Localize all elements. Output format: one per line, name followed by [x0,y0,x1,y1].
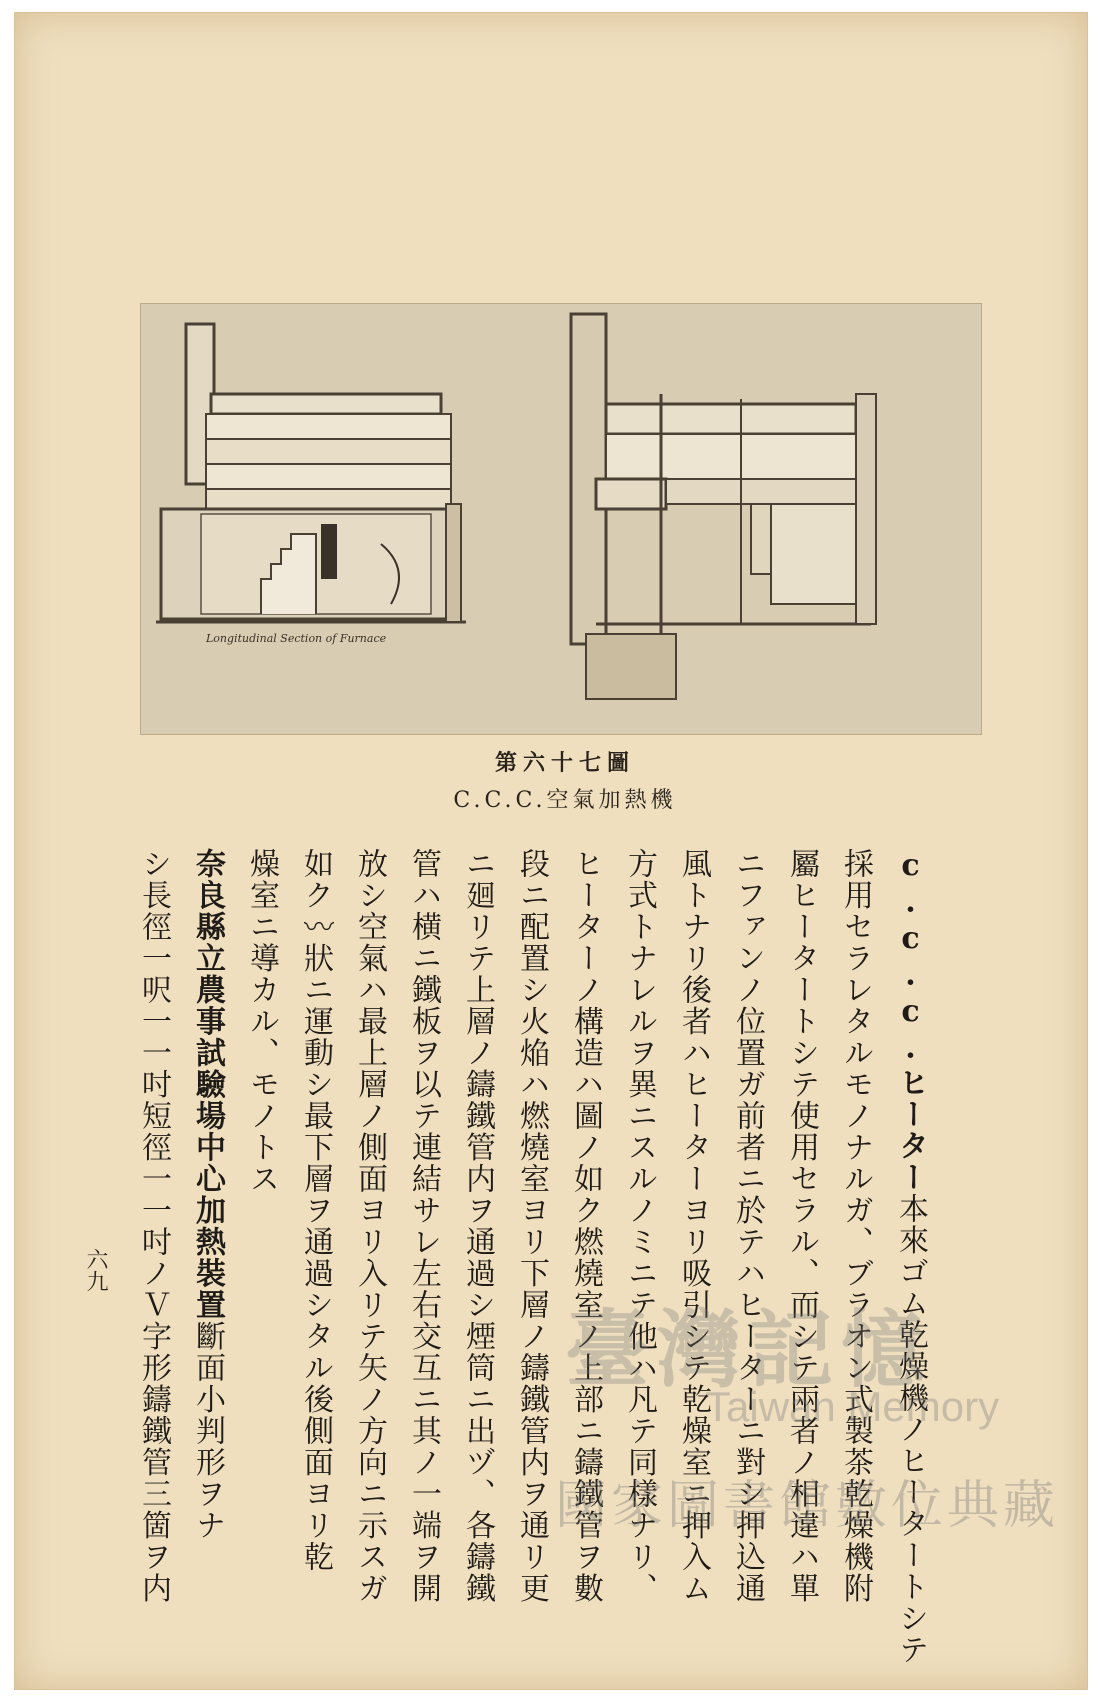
watermark-sub: 國家圖書館數位典藏 [555,1476,1060,1536]
text-column [890,848,930,1666]
text-column: シ長徑一呎一一吋短徑一一吋ノＶ字形鑄鐵管三箇ヲ内 [136,848,171,1604]
furnace-illustration [140,303,982,735]
text-column: ニファンノ位置ガ前者ニ於テハヒーターニ對シ押込通 [730,848,765,1604]
section-heading-ccc-heater: c.c.c.ヒーター [893,848,928,1193]
watermark-main: 臺灣記憶 [565,1301,934,1399]
text-column: 風トナリ後者ハヒーターヨリ吸引シテ乾燥室ニ押入ム [676,848,711,1604]
column-text: 本來ゴム乾燥機ノヒータートシテ [893,1193,928,1666]
text-column: ニ廻リテ上層ノ鑄鐵管内ヲ通過シ煙筒ニ出ヅ、各鑄鐵 [460,848,495,1604]
text-column: 放シ空氣ハ最上層ノ側面ヨリ入リテ矢ノ方向ニ示スガ [352,848,387,1604]
text-column: ヒーターノ構造ハ圖ノ如ク燃燒室ノ上部ニ鑄鐵管ヲ數 [568,848,603,1604]
section-heading-nara: 奈良縣立農事試驗場中心加熱裝置 [190,848,225,1321]
document-page [14,12,1088,1690]
figure-number: 第六十七圖 [494,750,635,776]
text-column [187,848,227,1541]
text-column: 屬ヒータートシテ使用セラル、而シテ兩者ノ相違ハ單 [784,848,819,1604]
text-column: 管ハ横ニ鐵板ヲ以テ連結サレ左右交互ニ其ノ一端ヲ開 [406,848,441,1604]
figure-inscription: Longitudinal Section of Furnace [206,632,387,645]
text-column: 段ニ配置シ火焔ハ燃燒室ヨリ下層ノ鑄鐵管内ヲ通リ更 [514,848,549,1604]
page-number: 六九 [83,1248,108,1292]
column-text: 斷面小判形ヲナ [190,1320,225,1541]
text-column: 方式トナレルヲ異ニスルノミニテ他ハ凡テ同樣ナリ、 [622,848,657,1604]
text-column: 如ク〰狀ニ運動シ最下層ヲ通過シタル後側面ヨリ乾 [298,848,333,1573]
watermark-english: Taiwan Memory [705,1383,1000,1430]
figure-title: C.C.C.空氣加熱機 [453,788,677,813]
text-column: 燥室ニ導カル、モノトス [244,848,279,1195]
text-column: 採用セラレタルモノナルガ、ブラオン式製茶乾燥機附 [838,848,873,1604]
